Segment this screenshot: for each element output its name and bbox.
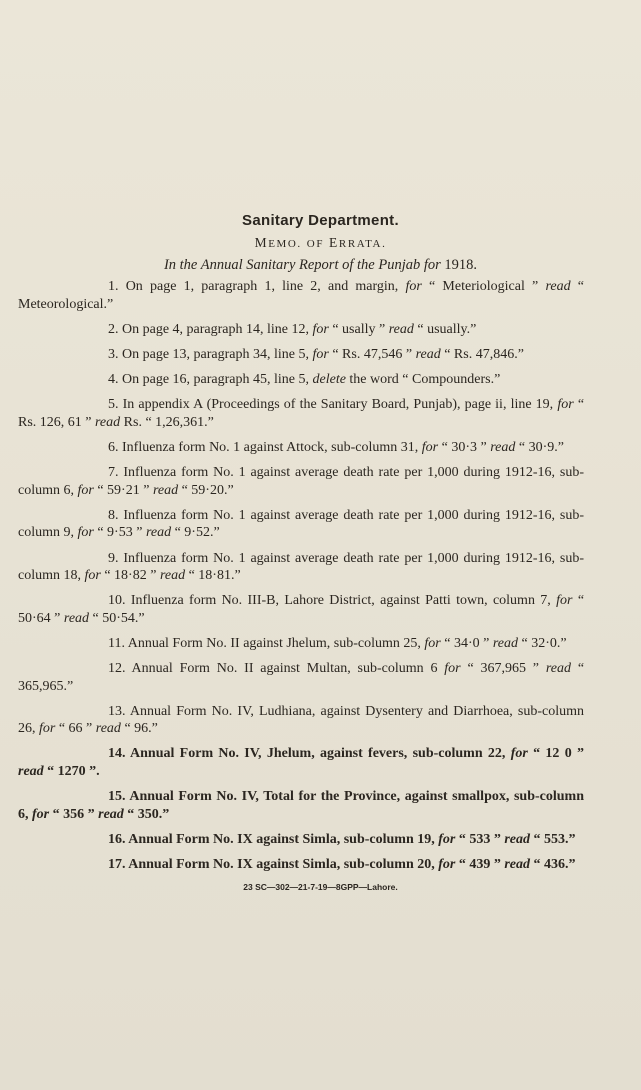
item-number: 14. bbox=[108, 746, 126, 762]
printer-imprint: 23 SC—302—21-7-19—8GPP—Lahore. bbox=[243, 882, 398, 892]
errata-item bbox=[18, 439, 584, 457]
item-read-label: read bbox=[95, 414, 121, 430]
errata-item bbox=[18, 464, 584, 499]
memo-heading bbox=[0, 235, 641, 251]
item-location: Influenza form No. 1 against average death rate per 1,000 during 1912-16, sub-column 18, bbox=[18, 550, 584, 583]
item-correction: “ Rs. 47,846.” bbox=[444, 346, 524, 362]
errata-item bbox=[18, 635, 584, 653]
errata-item bbox=[18, 788, 584, 823]
report-title bbox=[0, 257, 641, 274]
item-instruction: for bbox=[556, 593, 573, 609]
item-location: Annual Form No. IV, Ludhiana, against Dysentery and Diarrhoea, sub-column 26, bbox=[18, 703, 584, 737]
item-read-label: read bbox=[545, 661, 571, 677]
item-correction: “ 96.” bbox=[124, 721, 158, 737]
item-original: “ 66 ” bbox=[58, 721, 93, 737]
report-year: 1918. bbox=[444, 257, 478, 273]
item-original: “ 50·64 ” bbox=[18, 593, 585, 626]
item-original: “ 367,965 ” bbox=[467, 661, 540, 677]
item-number: 11. bbox=[108, 635, 125, 651]
item-original: “ 9·53 ” bbox=[97, 525, 143, 541]
item-location: Annual Form No. IX against Simla, sub-column 19, bbox=[128, 831, 435, 847]
item-read-label: read bbox=[98, 806, 124, 822]
item-original: the word “ Compounders.” bbox=[349, 372, 501, 388]
item-number: 2. bbox=[108, 321, 119, 337]
item-number: 1. bbox=[108, 279, 119, 294]
errata-item bbox=[18, 278, 584, 313]
item-correction: “ 9·52.” bbox=[174, 525, 220, 541]
errata-item bbox=[18, 371, 584, 389]
item-instruction: for bbox=[424, 635, 441, 651]
errata-item bbox=[18, 745, 584, 780]
item-original: “ Rs. 126, 61 ” bbox=[18, 397, 585, 430]
item-original: “ Meteriological ” bbox=[429, 279, 539, 294]
item-number: 6. bbox=[108, 439, 119, 455]
item-correction: “ 32·0.” bbox=[521, 635, 567, 651]
item-instruction: for bbox=[405, 279, 422, 294]
item-read-label: read bbox=[18, 763, 44, 779]
item-read-label: read bbox=[145, 525, 172, 541]
item-read-label: read bbox=[95, 721, 121, 737]
item-correction: Rs. “ 1,26,361.” bbox=[123, 414, 214, 430]
item-number: 12. bbox=[108, 661, 126, 677]
item-correction: “ 365,965.” bbox=[18, 661, 585, 694]
item-location: Influenza form No. 1 against average death rate per 1,000 during 1912-16, sub-column 9, bbox=[18, 507, 584, 541]
errata-item bbox=[18, 856, 584, 874]
item-location: Annual Form No. IX against Simla, sub-column 20, bbox=[128, 857, 435, 872]
item-location: In appendix A (Proceedings of the Sanitary Board, Punjab), page ii, line 19, bbox=[122, 397, 554, 413]
errata-item bbox=[18, 703, 584, 738]
item-read-label: read bbox=[492, 635, 518, 651]
item-instruction: for bbox=[84, 568, 101, 583]
item-correction: “ 50·54.” bbox=[92, 610, 145, 626]
item-number: 17. bbox=[108, 857, 126, 872]
item-read-label: read bbox=[159, 568, 186, 583]
department-heading: Sanitary Department. bbox=[242, 212, 399, 229]
errata-word: RRATA. bbox=[338, 238, 387, 250]
item-correction: “ usually.” bbox=[417, 321, 477, 337]
item-number: 13. bbox=[108, 703, 126, 719]
item-original: “ usally ” bbox=[332, 321, 386, 337]
item-original: “ Rs. 47,546 ” bbox=[332, 346, 413, 362]
item-instruction: for bbox=[438, 831, 456, 847]
memo-initial: M bbox=[254, 235, 269, 250]
errata-item bbox=[18, 346, 584, 364]
item-read-label: read bbox=[388, 321, 414, 337]
item-number: 15. bbox=[108, 789, 126, 805]
item-read-label: read bbox=[504, 857, 531, 872]
item-correction: “ 30·9.” bbox=[518, 439, 564, 455]
item-original: “ 356 ” bbox=[52, 806, 95, 822]
item-read-label: read bbox=[63, 610, 90, 626]
memo-word: EMO. bbox=[268, 238, 302, 250]
item-location: On page 1, paragraph 1, line 2, and margin, bbox=[125, 279, 399, 294]
item-location: On page 4, paragraph 14, line 12, bbox=[122, 321, 309, 337]
item-original: “ 18·82 ” bbox=[104, 568, 157, 583]
item-correction: “ 1270 ”. bbox=[47, 763, 100, 779]
item-number: 7. bbox=[108, 465, 119, 481]
errata-item bbox=[18, 831, 584, 849]
errata-list bbox=[18, 278, 584, 881]
item-number: 4. bbox=[108, 372, 119, 388]
errata-item bbox=[18, 396, 584, 431]
item-original: “ 59·21 ” bbox=[97, 482, 150, 498]
item-instruction: for bbox=[77, 525, 94, 541]
item-correction: “ 350.” bbox=[127, 806, 170, 822]
errata-item bbox=[18, 550, 584, 585]
item-instruction: for bbox=[421, 439, 439, 455]
item-correction: “ 18·81.” bbox=[188, 568, 241, 583]
item-correction: “ 436.” bbox=[533, 857, 576, 872]
item-original: “ 439 ” bbox=[458, 857, 501, 872]
item-read-label: read bbox=[490, 439, 516, 455]
item-location: Annual Form No. IV, Total for the Province, against smallpox, sub-column 6, bbox=[18, 789, 584, 822]
item-number: 10. bbox=[108, 593, 126, 609]
item-read-label: read bbox=[504, 831, 531, 847]
item-original: “ 30·3 ” bbox=[441, 439, 487, 455]
item-instruction: for bbox=[32, 806, 50, 822]
item-number: 3. bbox=[108, 346, 119, 362]
item-number: 16. bbox=[108, 831, 126, 847]
item-correction: “ 553.” bbox=[533, 831, 576, 847]
errata-item bbox=[18, 321, 584, 339]
report-title-text: In the Annual Sanitary Report of the Punjab for bbox=[163, 257, 441, 273]
item-instruction: delete bbox=[312, 372, 346, 388]
errata-item bbox=[18, 592, 584, 627]
item-instruction: for bbox=[444, 661, 461, 677]
item-instruction: for bbox=[312, 321, 329, 337]
errata-item bbox=[18, 507, 584, 542]
item-location: Influenza form No. 1 against Attock, sub-column 31, bbox=[122, 439, 419, 455]
item-original: “ 34·0 ” bbox=[444, 635, 490, 651]
item-instruction: for bbox=[438, 857, 456, 872]
item-location: Influenza form No. 1 against average death rate per 1,000 during 1912-16, sub-column 6, bbox=[18, 465, 584, 498]
item-location: Influenza form No. III-B, Lahore District, against Patti town, column 7, bbox=[130, 593, 551, 609]
errata-initial: E bbox=[329, 235, 339, 250]
item-instruction: for bbox=[557, 397, 574, 413]
item-number: 9. bbox=[108, 550, 119, 566]
memo-of: OF bbox=[306, 238, 325, 250]
item-correction: “ Meteorological.” bbox=[18, 279, 584, 312]
item-instruction: for bbox=[510, 746, 528, 762]
item-instruction: for bbox=[39, 721, 56, 737]
item-correction: “ 59·20.” bbox=[181, 482, 234, 498]
item-location: Annual Form No. II against Jhelum, sub-column 25, bbox=[127, 635, 421, 651]
item-instruction: for bbox=[312, 346, 329, 362]
errata-item bbox=[18, 660, 584, 695]
item-original: “ 12 0 ” bbox=[533, 746, 585, 762]
item-location: Annual Form No. II against Multan, sub-column 6 bbox=[131, 661, 438, 677]
item-location: Annual Form No. IV, Jhelum, against fevers, sub-column 22, bbox=[130, 746, 506, 762]
item-location: On page 13, paragraph 34, line 5, bbox=[122, 346, 309, 362]
item-read-label: read bbox=[545, 279, 571, 294]
item-number: 8. bbox=[108, 507, 119, 523]
item-number: 5. bbox=[108, 397, 119, 413]
item-read-label: read bbox=[152, 482, 179, 498]
item-original: “ 533 ” bbox=[458, 831, 501, 847]
item-read-label: read bbox=[415, 346, 441, 362]
item-instruction: for bbox=[77, 482, 94, 498]
item-location: On page 16, paragraph 45, line 5, bbox=[122, 372, 309, 388]
